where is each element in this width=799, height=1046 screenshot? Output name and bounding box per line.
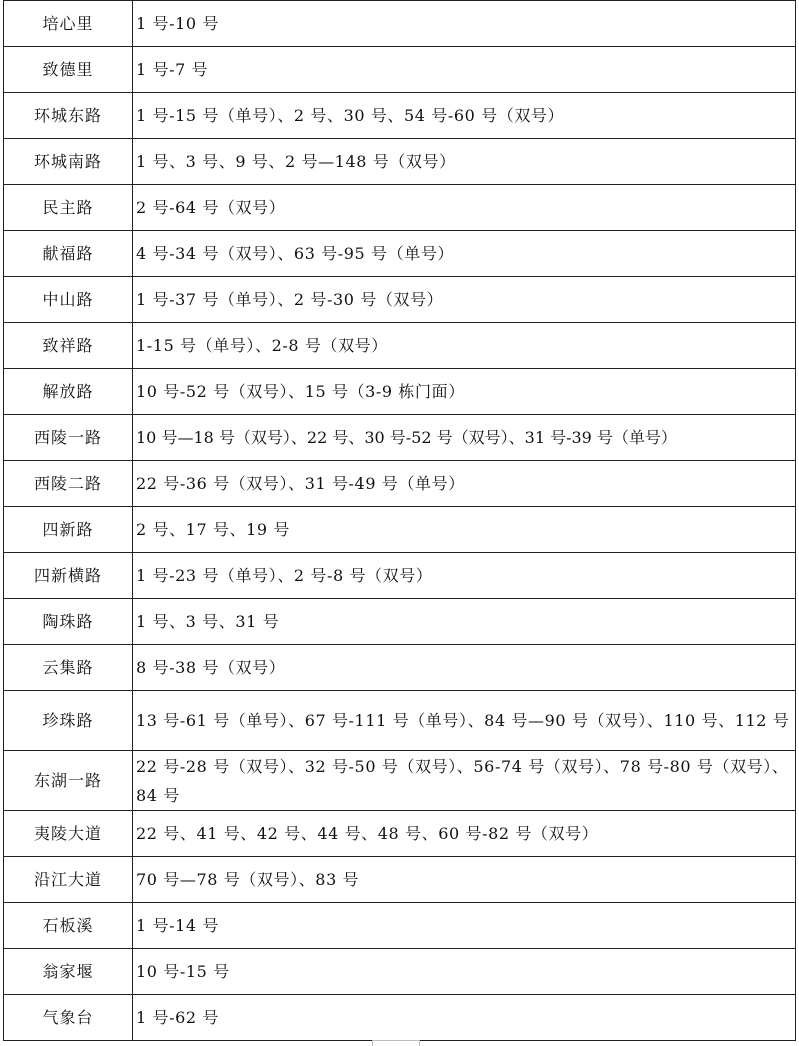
road-name-cell: 西陵一路 [4,415,133,461]
house-number-cell: 22 号-28 号（双号）、32 号-50 号（双号）、56-74 号（双号）、78 号-80 号（双号）、84 号 [133,751,796,811]
house-number-cell: 2 号、17 号、19 号 [133,507,796,553]
table-row [4,461,796,507]
house-number-cell: 1 号-14 号 [133,903,796,949]
house-number-cell: 1 号-62 号 [133,995,796,1041]
table-row [4,47,796,93]
table-row [4,507,796,553]
road-name-cell: 东湖一路 [4,751,133,811]
table-row [4,691,796,751]
table-row [4,415,796,461]
road-name-cell: 西陵二路 [4,461,133,507]
road-name-cell: 民主路 [4,185,133,231]
house-number-cell: 1 号-10 号 [133,1,796,47]
table-row [4,811,796,857]
table-row [4,185,796,231]
road-name-cell: 气象台 [4,995,133,1041]
road-name-cell: 四新横路 [4,553,133,599]
road-name-cell: 环城东路 [4,93,133,139]
road-name-cell: 石板溪 [4,903,133,949]
house-number-cell: 4 号-34 号（双号）、63 号-95 号（单号） [133,231,796,277]
address-table-container [3,0,795,1041]
house-number-cell: 2 号-64 号（双号） [133,185,796,231]
house-number-cell: 1 号-37 号（单号）、2 号-30 号（双号） [133,277,796,323]
table-row [4,857,796,903]
house-number-cell: 70 号—78 号（双号）、83 号 [133,857,796,903]
house-number-cell: 1 号、3 号、31 号 [133,599,796,645]
table-row [4,139,796,185]
house-number-cell: 1 号-7 号 [133,47,796,93]
house-number-cell: 22 号-36 号（双号）、31 号-49 号（单号） [133,461,796,507]
road-name-cell: 致祥路 [4,323,133,369]
page-footer-mark [372,1040,420,1046]
address-table [3,0,796,1041]
road-name-cell: 培心里 [4,1,133,47]
road-name-cell: 陶珠路 [4,599,133,645]
road-name-cell: 夷陵大道 [4,811,133,857]
house-number-cell: 1 号、3 号、9 号、2 号—148 号（双号） [133,139,796,185]
road-name-cell: 致德里 [4,47,133,93]
road-name-cell: 珍珠路 [4,691,133,751]
table-row [4,995,796,1041]
table-row [4,553,796,599]
table-row [4,645,796,691]
table-row [4,323,796,369]
road-name-cell: 献福路 [4,231,133,277]
house-number-cell: 10 号-52 号（双号）、15 号（3-9 栋门面） [133,369,796,415]
house-number-cell: 13 号-61 号（单号）、67 号-111 号（单号）、84 号—90 号（双号）、110 号、112 号 [133,691,796,751]
house-number-cell: 1-15 号（单号）、2-8 号（双号） [133,323,796,369]
table-row [4,277,796,323]
table-row [4,599,796,645]
road-name-cell: 翁家堰 [4,949,133,995]
table-row [4,1,796,47]
table-row [4,903,796,949]
house-number-cell: 22 号、41 号、42 号、44 号、48 号、60 号-82 号（双号） [133,811,796,857]
house-number-cell: 8 号-38 号（双号） [133,645,796,691]
house-number-cell: 1 号-15 号（单号）、2 号、30 号、54 号-60 号（双号） [133,93,796,139]
table-row [4,231,796,277]
road-name-cell: 中山路 [4,277,133,323]
table-row [4,369,796,415]
house-number-cell: 1 号-23 号（单号）、2 号-8 号（双号） [133,553,796,599]
table-row [4,751,796,811]
road-name-cell: 四新路 [4,507,133,553]
table-row [4,949,796,995]
road-name-cell: 沿江大道 [4,857,133,903]
house-number-cell: 10 号—18 号（双号）、22 号、30 号-52 号（双号）、31 号-39 号（单号） [133,415,796,461]
road-name-cell: 解放路 [4,369,133,415]
road-name-cell: 环城南路 [4,139,133,185]
road-name-cell: 云集路 [4,645,133,691]
table-row [4,93,796,139]
house-number-cell: 10 号-15 号 [133,949,796,995]
